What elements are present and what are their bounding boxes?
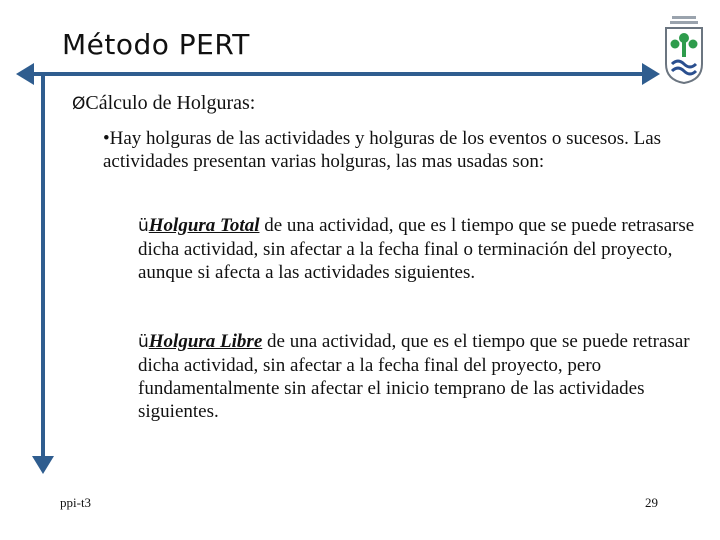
term-holgura-libre: Holgura Libre: [148, 331, 263, 352]
bullet-text: Hay holguras de las actividades y holguras de los eventos o sucesos. Las actividades presentan varias holguras, las mas usadas son:: [103, 128, 662, 172]
footer-label: ppi-t3: [60, 495, 92, 510]
heading-text: Cálculo de Holguras:: [85, 92, 256, 114]
definition-holgura-libre: de una actividad, que es el tiempo que se puede retrasar dicha actividad, sin afectar a la fecha final del proyecto, pero fundamentalmente sin afectar el inicio temprano de las actividades siguientes.: [138, 331, 690, 422]
check-icon: ü: [138, 216, 149, 236]
list-item-holgura-libre: [138, 330, 698, 423]
list-item-holgura-total: [138, 214, 698, 284]
down-arrowhead-icon: [32, 456, 54, 474]
section-heading: [72, 92, 255, 115]
right-arrowhead-icon: [642, 63, 660, 85]
slide-title: Método PERT: [62, 28, 250, 61]
check-icon: ü: [138, 332, 149, 352]
bullet-icon: •: [103, 128, 110, 149]
bullet-paragraph: [103, 127, 698, 173]
definition-holgura-total: de una actividad, que es l tiempo que se puede retrasarse dicha actividad, sin afectar a la fecha final o terminación del proyecto, aunque si afecta a las actividades siguientes.: [138, 215, 695, 283]
term-holgura-total: Holgura Total: [148, 215, 260, 236]
university-crest-icon: [660, 14, 708, 84]
page-number: 29: [645, 495, 658, 510]
heading-arrow-icon: Ø: [72, 94, 86, 114]
left-arrowhead-icon: [16, 63, 34, 85]
